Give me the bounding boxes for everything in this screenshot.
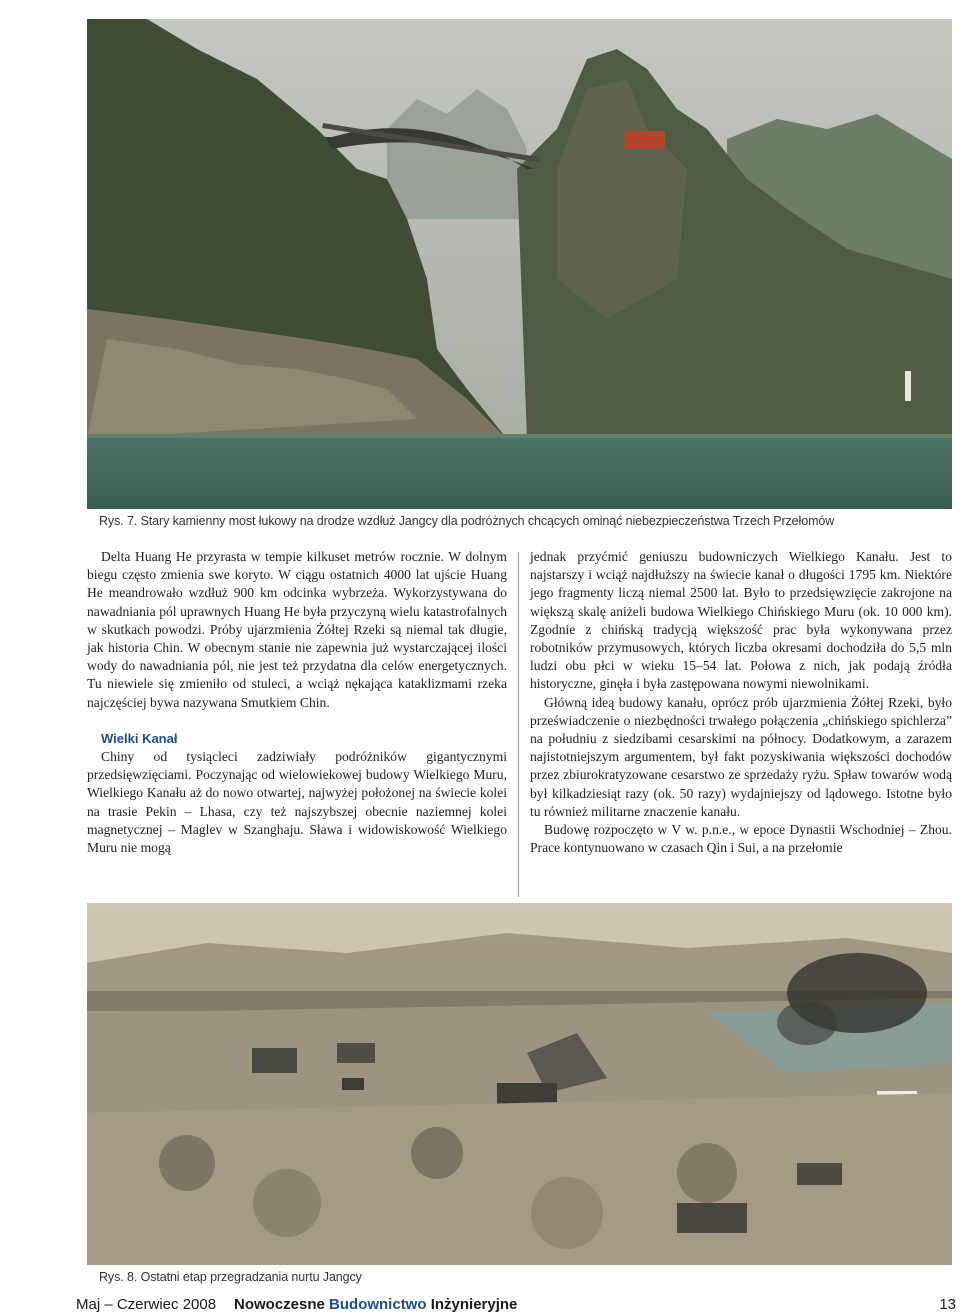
magazine-title <box>234 1296 517 1313</box>
column-divider <box>518 552 519 897</box>
dam-construction-photo <box>87 903 952 1265</box>
section-heading: Wielki Kanał <box>101 730 178 746</box>
left-text-column <box>87 548 507 857</box>
right-text-column <box>530 548 952 857</box>
paragraph: Chiny od tysiącleci zadziwiały podróżników gigantycznymi przedsięwzięciami. Poczynając od wielowiekowej budowy Wielkiego Muru, Wielkiego Kanału aż do nowo otwartej, najwyżej położonej na świecie kolei na trasie Pekin – Lhasa, czy też najszybszej obecnie naziemnej kolei magnetycznej – Maglev w Szanghaju. Sława i widowiskowość Wielkiego Muru nie mogą <box>87 749 507 856</box>
magazine-title-part: Budownictwo <box>329 1296 427 1313</box>
figure-caption-8: Rys. 8. Ostatni etap przegradzania nurtu Jangcy <box>99 1270 362 1284</box>
gorge-bridge-photo <box>87 19 952 509</box>
page-number: 13 <box>939 1296 956 1313</box>
paragraph: Główną ideą budowy kanału, oprócz prób ujarzmienia Żółtej Rzeki, było przeświadczenie o niezbędności trwałego połączenia „chińskiego spichlerza” na południu z siedzibami cesarskimi na północy. Dodatkowym, a zarazem najistotniejszym argumentem, był fakt pozyskiwania większości dochodów przez zbiurokratyzowane cesarstwo ze sprzedaży ryżu. Spław towarów wodą był kilkadziesiąt razy (ok. 50 razy) wydajniejszy od lądowego. Istotne było tu również militarne znaczenie kanału. <box>530 694 952 819</box>
figure-caption-7: Rys. 7. Stary kamienny most łukowy na drodze wzdłuż Jangcy dla podróżnych chcących ominąć niebezpieczeństwa Trzech Przełomów <box>99 514 835 528</box>
magazine-title-part: Nowoczesne <box>234 1296 330 1313</box>
issue-date: Maj – Czerwiec 2008 <box>76 1296 217 1313</box>
magazine-title-part: Inżynieryjne <box>426 1296 518 1313</box>
paragraph: jednak przyćmić geniuszu budowniczych Wielkiego Kanału. Jest to najstarszy i wciąż najdłuższy na świecie kanał o długości 1795 km. Niektóre jego fragmenty liczą niemal 2500 lat. Było to przedsięwzięcie zakrojone na większą skalę aniżeli budowa Wielkiego Chińskiego Muru (ok. 10 000 km). Zgodnie z chińską tradycją większość prac była wykonywana przez robotników przymusowych, których liczba okresami dochodziła do 5,5 mln ludzi obu płci w wieku 15–54 lat. Połowa z nich, jak podają źródła historyczne, ginęła i była zastępowana nowymi niewolnikami. <box>530 549 952 692</box>
page-footer <box>76 1296 956 1316</box>
paragraph: Delta Huang He przyrasta w tempie kilkuset metrów rocznie. W dolnym biegu często zmienia swe koryto. W ciągu ostatnich 4000 lat ujście Huang He meandrowało wzdłuż 900 km odcinka wybrzeża. Wykorzystywana do nawadniania pól uprawnych Huang He była przyczyną wielu katastrofalnych w skutkach powodzi. Próby ujarzmienia Żółtej Rzeki są niemal tak długie, jak historia Chin. W obecnym stanie nie zapewnia już wystarczającej ilości wody do nawadniania pól, nie jest też przydatna dla celów energetycznych. Tu niewiele się zmieniło od stuleci, a wciąż nękająca kataklizmami rzeka najczęściej bywa nazywana Smutkiem Chin. <box>87 549 507 710</box>
paragraph: Budowę rozpoczęto w V w. p.n.e., w epoce Dynastii Wschodniej – Zhou. Prace kontynuowano w czasach Qin i Sui, a na przełomie <box>530 822 952 856</box>
